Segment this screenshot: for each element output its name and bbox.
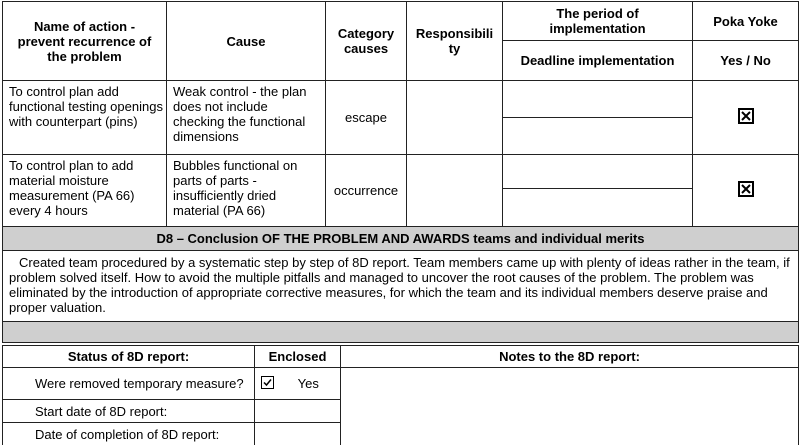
row1-category: escape bbox=[326, 81, 407, 155]
table-row bbox=[3, 155, 799, 189]
row1-deadline-a[interactable] bbox=[503, 81, 693, 118]
header-category: Category causes bbox=[326, 2, 407, 81]
checked-x-box-icon[interactable] bbox=[738, 108, 754, 124]
d8-section-title: D8 – Conclusion OF THE PROBLEM AND AWARDS teams and individual merits bbox=[3, 227, 799, 251]
status-title: Status of 8D report: bbox=[3, 346, 255, 368]
table-row bbox=[3, 81, 799, 118]
status-table bbox=[2, 345, 799, 445]
d8-conclusion-text[interactable] bbox=[3, 251, 799, 322]
row2-poka-yoke[interactable] bbox=[693, 155, 799, 227]
header-period: The period of implementation bbox=[503, 2, 693, 41]
start-date-label: Start date of 8D report: bbox=[3, 400, 255, 423]
checkmark-box-icon[interactable] bbox=[261, 376, 274, 389]
header-poka-yoke: Poka Yoke bbox=[693, 2, 799, 41]
checked-x-box-icon[interactable] bbox=[738, 181, 754, 197]
removed-temp-value[interactable] bbox=[255, 368, 341, 400]
header-yes-no: Yes / No bbox=[693, 41, 799, 81]
header-action: Name of action - prevent recurrence of the problem bbox=[3, 2, 167, 81]
row2-deadline-a[interactable] bbox=[503, 155, 693, 189]
row2-responsibility[interactable] bbox=[407, 155, 503, 227]
start-date-value[interactable] bbox=[255, 400, 341, 423]
completion-date-value[interactable] bbox=[255, 423, 341, 445]
row1-action: To control plan add functional testing openings with counterpart (pins) bbox=[3, 81, 167, 155]
header-responsibility-line1: Responsibili bbox=[415, 26, 494, 41]
row1-cause: Weak control - the plan does not include checking the functional dimensions bbox=[167, 81, 326, 155]
row2-deadline-b[interactable] bbox=[503, 189, 693, 227]
row1-poka-yoke[interactable] bbox=[693, 81, 799, 155]
header-responsibility bbox=[407, 2, 503, 81]
row1-responsibility[interactable] bbox=[407, 81, 503, 155]
enclosed-header: Enclosed bbox=[255, 346, 341, 368]
row1-deadline-b[interactable] bbox=[503, 118, 693, 155]
row2-cause: Bubbles functional on parts of parts - insufficiently dried material (PA 66) bbox=[167, 155, 326, 227]
grey-divider bbox=[3, 322, 799, 343]
completion-date-label: Date of completion of 8D report: bbox=[3, 423, 255, 445]
actions-table bbox=[2, 1, 799, 343]
notes-area[interactable] bbox=[341, 368, 799, 445]
removed-temp-yes: Yes bbox=[297, 376, 319, 391]
row2-action: To control plan to add material moisture measurement (PA 66) every 4 hours bbox=[3, 155, 167, 227]
header-responsibility-line2: ty bbox=[448, 41, 461, 56]
notes-header: Notes to the 8D report: bbox=[341, 346, 799, 368]
header-deadline: Deadline implementation bbox=[503, 41, 693, 81]
d8-conclusion-body: Created team procedured by a systematic step by step of 8D report. Team members came up with plenty of ideas rather in the team, if problem solved itself. How to avoid the multiple pitfalls and managed to uncover the root causes of the problem. The problem was eliminated by the introduction of appropriate corrective measures, for which the team and its individual members deserve praise and proper valuation. bbox=[9, 255, 790, 315]
row2-category: occurrence bbox=[326, 155, 407, 227]
removed-temp-label: Were removed temporary measure? bbox=[3, 368, 255, 400]
header-cause: Cause bbox=[167, 2, 326, 81]
